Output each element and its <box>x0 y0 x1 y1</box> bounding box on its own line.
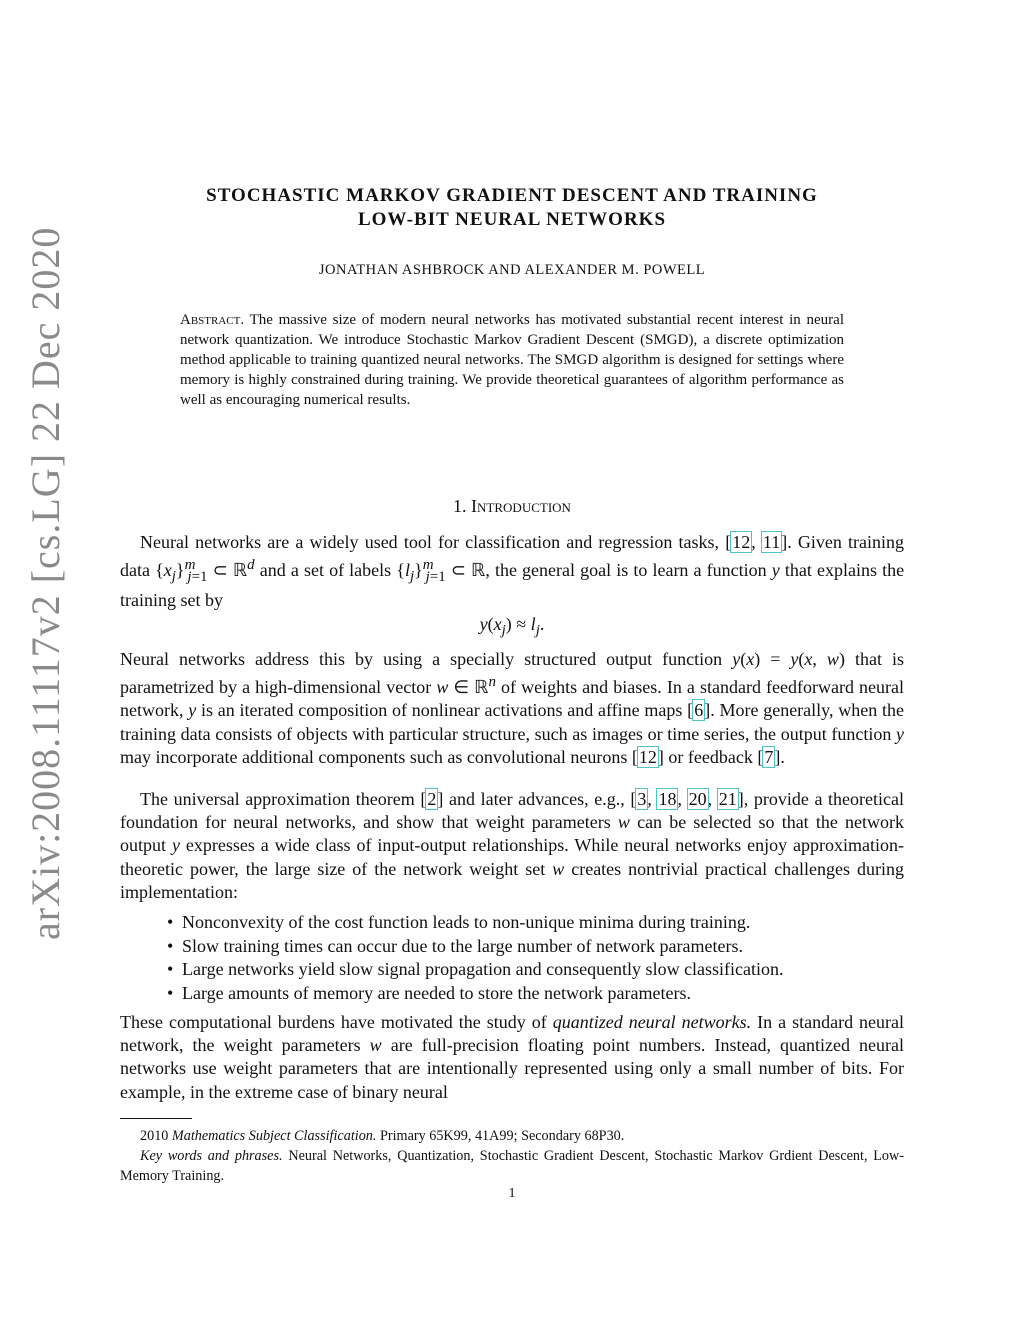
authors: JONATHAN ASHBROCK AND ALEXANDER M. POWELL <box>318 262 706 278</box>
list-item: • Large amounts of memory are needed to store the network parameters. <box>120 982 904 1006</box>
citation-link[interactable]: 11 <box>762 532 781 552</box>
abstract-label: Abstract. <box>180 312 245 328</box>
citation-link[interactable]: 12 <box>732 532 751 552</box>
title-line-2: LOW-BIT NEURAL NETWORKS <box>357 209 667 230</box>
bullet-icon: • <box>167 935 174 956</box>
intro-paragraph-3: The universal approximation theorem [2] and later advances, e.g., [3, 18, 20, 21], provide a theoretical foundation for neural networks, and show that weight parameters w can be selected so that the network output y expresses a wide class of input-output relationships. While neural networks enjoy approximation-theoretic power, the large size of the network weight set w creates nontrivial practical challenges during implementation: <box>120 789 905 902</box>
paper-title <box>120 184 904 232</box>
abstract <box>180 310 844 410</box>
footnote-divider <box>120 1118 192 1119</box>
challenges-list <box>120 911 904 1006</box>
section-heading <box>120 496 904 517</box>
arxiv-identifier: arXiv:2008.11117v2 [cs.LG] 22 Dec 2020 <box>23 226 68 940</box>
section-number: 1. <box>453 496 467 516</box>
list-item: • Slow training times can occur due to the large number of network parameters. <box>120 935 904 959</box>
list-item: • Nonconvexity of the cost function leads to non-unique minima during training. <box>120 911 904 935</box>
citation-link[interactable]: 12 <box>638 746 657 767</box>
bullet-icon: • <box>167 959 174 980</box>
citation-link[interactable]: 21 <box>718 789 737 809</box>
section-title: Introduction <box>471 496 571 516</box>
citation-link[interactable]: 2 <box>427 789 437 809</box>
abstract-text: The massive size of modern neural networks has motivated substantial recent interest in neural network quantization. We introduce Stochastic Markov Gradient Descent (SMGD), a discrete optimization method applicable to training quantized neural networks. The SMGD algorithm is designed for settings where memory is highly constrained during training. We provide theoretical guarantees of algorithm performance as well as encouraging numerical results. <box>180 312 844 408</box>
emphasis: quantized neural networks. <box>552 1012 752 1032</box>
intro-paragraph-1: Neural networks are a widely used tool for classification and regression tasks, [12, 11]. Given training data $\{x_j\}^m_{j=1}$ ⊂ ℝ$^d$ and a set of labels $\{l_j\}^m_{j=1}$ ⊂ ℝ, the general goal is to learn a function y that explains the training set by <box>120 532 905 610</box>
citation-link[interactable]: 7 <box>764 746 774 767</box>
bullet-icon: • <box>167 983 174 1004</box>
citation-link[interactable]: 20 <box>688 789 707 809</box>
bullet-icon: • <box>167 912 174 932</box>
list-item: • Large networks yield slow signal propagation and consequently slow classification. <box>120 958 904 982</box>
footnote-msc: 2010 Mathematics Subject Classification. Primary 65K99, 41A99; Secondary 68P30. <box>140 1128 625 1144</box>
title-line-1: STOCHASTIC MARKOV GRADIENT DESCENT AND TRAINING <box>206 185 818 206</box>
footnotes <box>120 1126 904 1186</box>
intro-paragraph-2: Neural networks address this by using a specially structured output function y(x) = y(x, w) that is parametrized by a high-dimensional vector w ∈ ℝ$^n$ of weights and biases. In a standard feedforward neural network, y is an iterated composition of nonlinear activations and affine maps [6]. More generally, when the training data consists of objects with particular structure, such as images or time series, the output function y may incorporate additional components such as convolutional neurons [12] or feedback [7]. <box>120 649 905 767</box>
citation-link[interactable]: 6 <box>694 700 704 721</box>
intro-paragraph-4: These computational burdens have motivated the study of quantized neural networks. In a standard neural network, the weight parameters w are full-precision floating point numbers. Instead, quantized neural networks use weight parameters that are intentionally represented using only a small number of bits. For example, in the extreme case of binary neural <box>120 1012 905 1102</box>
page-number: 1 <box>508 1186 516 1201</box>
citation-link[interactable]: 3 <box>637 789 647 809</box>
footnote-keywords: Key words and phrases. Neural Networks, Quantization, Stochastic Gradient Descent, Stochastic Markov Grdient Descent, Low-Memory Training. <box>120 1148 905 1184</box>
citation-link[interactable]: 18 <box>658 789 677 809</box>
display-equation: $y(x_j) \approx l_j$. <box>479 614 545 639</box>
